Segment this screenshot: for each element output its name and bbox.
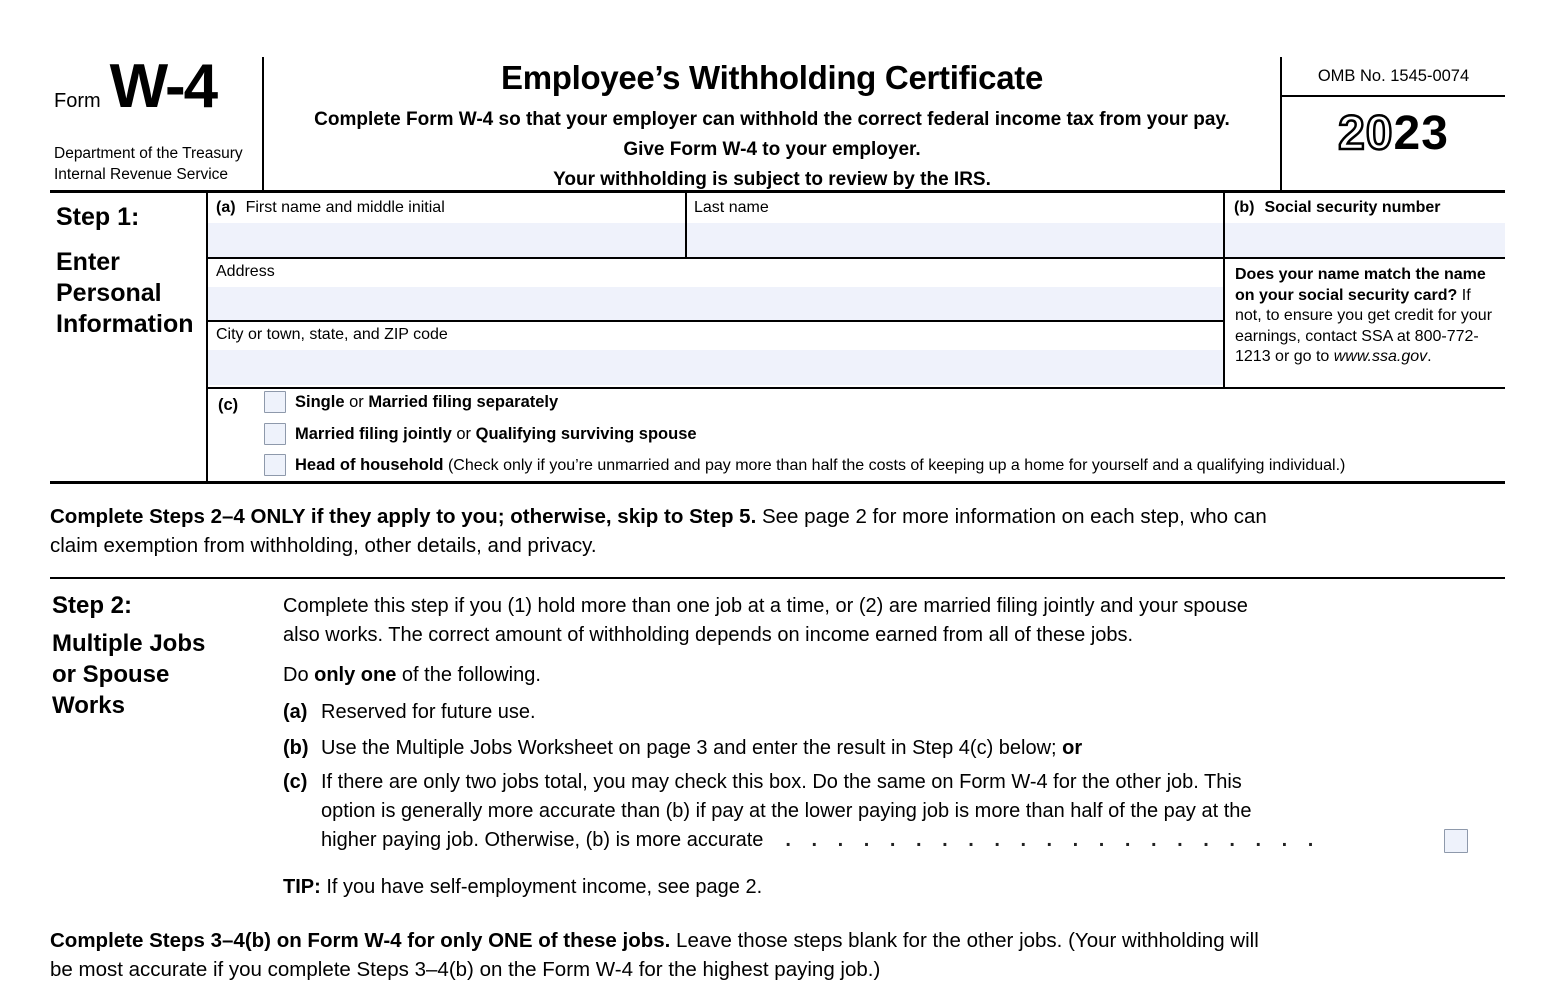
step2-intro-line1: Complete this step if you (1) hold more than one job at a time, or (2) are married filing jointly and your spouse	[283, 595, 1248, 617]
header-center	[264, 57, 1280, 195]
step1-subheading-line2: Personal	[56, 279, 162, 307]
two-jobs-checkbox[interactable]	[1444, 829, 1468, 853]
step2-heading: Step 2:	[52, 592, 133, 619]
first-name-input[interactable]	[208, 223, 685, 257]
tax-year-outline: 20	[1338, 107, 1394, 160]
step2-subheading	[52, 628, 205, 721]
step2-subheading-line1: Multiple Jobs	[52, 630, 206, 657]
filing-option-head-of-household: Head of household (Check only if you’re unmarried and pay more than half the costs of keeping up a home for yourself and a qualifying individual.)	[264, 453, 1345, 477]
step2-subheading-line3: Works	[52, 692, 125, 719]
city-input[interactable]	[208, 350, 1223, 385]
tax-year-solid: 23	[1393, 107, 1449, 160]
header-right	[1282, 57, 1505, 190]
form-identifier	[54, 52, 217, 121]
last-name-label: Last name	[694, 199, 769, 216]
row2-bottom-line	[208, 320, 1223, 322]
agency-line-2: Internal Revenue Service	[54, 166, 229, 183]
ssn-match-note: Does your name match the name on your social security card? If not, to ensure you get credit for your earnings, contact SSA at 800-772-1213 or go to www.ssa.gov.	[1235, 266, 1493, 365]
ssn-input[interactable]	[1225, 223, 1505, 257]
step2-item-b: (b) Use the Multiple Jobs Worksheet on page 3 and enter the result in Step 4(c) below; or	[283, 737, 1083, 759]
filing-option-single: Single or Married filing separately	[264, 390, 558, 414]
tax-year	[1282, 106, 1505, 161]
step2-body	[283, 592, 1468, 902]
filing-checkbox-single[interactable]	[264, 391, 286, 413]
step2-item-a: (a) Reserved for future use.	[283, 701, 536, 723]
address-input[interactable]	[208, 287, 1223, 320]
row3-bottom-line	[208, 387, 1505, 389]
form-instructions	[264, 105, 1280, 195]
notice-bold: Complete Steps 2–4 ONLY if they apply to you; otherwise, skip to Step 5.	[50, 505, 757, 528]
ssn-note-bold: Does your name match the name on your social security card?	[1235, 266, 1486, 304]
omb-number: OMB No. 1545-0074	[1282, 57, 1505, 97]
row1-bottom-line	[208, 257, 1505, 259]
filing-status-prefix: (c)	[218, 396, 239, 414]
city-label: City or town, state, and ZIP code	[216, 326, 448, 343]
ssn-prefix: (b)	[1234, 199, 1255, 216]
step1-subheading-line3: Information	[56, 310, 194, 338]
last-name-input[interactable]	[687, 223, 1223, 257]
agency-name	[54, 143, 243, 185]
ssa-website: www.ssa.gov	[1333, 348, 1428, 365]
form-word-label: Form	[54, 90, 101, 112]
step2-do-line: Do only one of the following.	[283, 664, 541, 686]
step1-subheading	[56, 247, 194, 340]
filing-checkbox-married-jointly[interactable]	[264, 423, 286, 445]
form-number: W-4	[109, 52, 217, 121]
step1-subheading-line1: Enter	[56, 248, 120, 276]
dotted-leader: . . . . . . . . . . . . . . . . . . . . .	[785, 829, 1314, 851]
step1-fields	[208, 193, 1505, 481]
first-name-label: (a) First name and middle initial	[216, 199, 445, 216]
form-instruction-2: Give Form W-4 to your employer.	[623, 139, 921, 160]
first-name-prefix: (a)	[216, 199, 236, 216]
step1-heading: Step 1:	[56, 203, 140, 231]
form-instruction-3: Your withholding is subject to review by the IRS.	[553, 169, 991, 190]
step2-subheading-line2: or Spouse	[52, 661, 170, 688]
step2-item-c: (c) If there are only two jobs total, you may check this box. Do the same on Form W-4 for the other job. This option is generally more accurate than (b) if pay at the lower paying job is more than half of the pay at the higher paying job. Otherwise, (b) is more accurate . . . . . . . . . . . . . . . . . . . . .	[283, 768, 1468, 855]
address-label: Address	[216, 263, 275, 280]
steps-2-4-notice: Complete Steps 2–4 ONLY if they apply to you; otherwise, skip to Step 5. See page 2 for more information on each step, who can claim exemption from withholding, other details, and privacy.	[50, 505, 1267, 557]
step2-item-c-line3: higher paying job. Otherwise, (b) is more accurate . . . . . . . . . . . . . . . . . . . . .	[321, 826, 1468, 855]
step2-tip: TIP: If you have self-employment income, see page 2.	[283, 876, 763, 898]
filing-checkbox-head-of-household[interactable]	[264, 454, 286, 476]
step2-intro-line2: also works. The correct amount of withholding depends on income earned from all of these jobs.	[283, 624, 1134, 646]
ssn-column-divider	[1223, 193, 1225, 389]
step2-item-c-line1: If there are only two jobs total, you may check this box. Do the same on Form W-4 for the other job. This	[321, 771, 1242, 793]
step1-section	[50, 193, 1505, 484]
form-instruction-1: Complete Form W-4 so that your employer can withhold the correct federal income tax from your pay.	[314, 109, 1230, 130]
step2-item-c-line2: option is generally more accurate than (b) if pay at the lower paying job is more than half of the pay at the	[321, 800, 1252, 822]
footer-bold: Complete Steps 3–4(b) on Form W-4 for only ONE of these jobs.	[50, 929, 671, 952]
form-header	[50, 52, 1505, 193]
form-title: Employee’s Withholding Certificate	[500, 59, 1044, 96]
steps-3-4b-note: Complete Steps 3–4(b) on Form W-4 for only ONE of these jobs. Leave those steps blank for the other jobs. (Your withholding will be most accurate if you complete Steps 3–4(b) on the Form W-4 for the highest paying job.)	[50, 929, 1259, 981]
ssn-label: (b) Social security number	[1234, 199, 1441, 216]
filing-option-married-jointly: Married filing jointly or Qualifying surviving spouse	[264, 422, 697, 446]
name-column-divider	[685, 193, 687, 257]
agency-line-1: Department of the Treasury	[54, 145, 243, 162]
section-rule	[50, 577, 1505, 579]
